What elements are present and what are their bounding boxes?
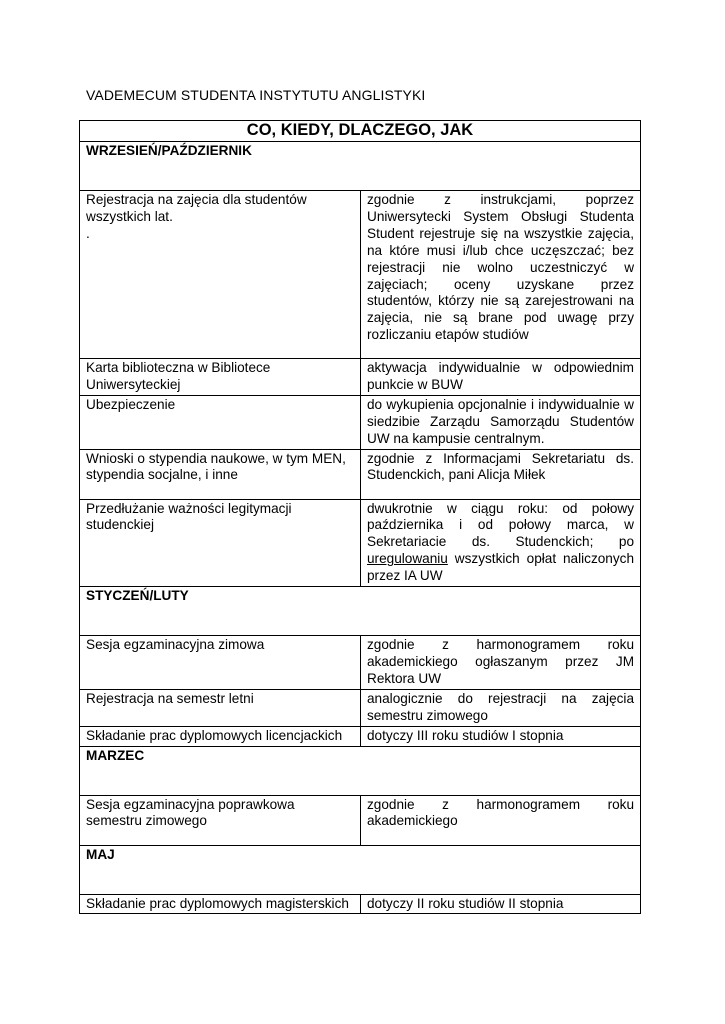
row-description-post: wszystkich opłat naliczonych przez IA UW	[367, 551, 635, 584]
row-label: Ubezpieczenie	[80, 395, 361, 449]
table-row	[80, 449, 641, 499]
row-description-pre: dwukrotnie w ciągu roku: od połowy października i od połowy marca, w Sekretariacie ds. Studenckich; po	[367, 500, 635, 550]
schedule-table	[79, 120, 641, 914]
row-description: dotyczy II roku studiów II stopnia	[361, 894, 641, 914]
table-row	[80, 795, 641, 845]
table-row	[80, 395, 641, 449]
row-description: zgodnie z harmonogramem roku akademickiego ogłaszanym przez JM Rektora UW	[361, 636, 641, 690]
section-title-styczen-luty: STYCZEŃ/LUTY	[80, 587, 641, 636]
underlined-word: uregulowaniu	[367, 551, 448, 567]
row-description: zgodnie z instrukcjami, poprzez Uniwersytecki System Obsługi Studenta Student rejestruje się na wszystkie zajęcia, na które musi i/lub chce uczęszczać; bez rejestracji nie wolno uczestniczyć w zajęciach; oceny uzyskane przez studentów, którzy nie są zarejestrowani na zajęcia, nie są brane pod uwagę przy rozliczaniu etapów studiów	[361, 191, 641, 359]
row-label: Składanie prac dyplomowych magisterskich	[80, 894, 361, 914]
table-row	[80, 894, 641, 914]
table-row	[80, 689, 641, 726]
section-row	[80, 142, 641, 191]
row-label: Rejestracja na semestr letni	[80, 689, 361, 726]
table-row	[80, 359, 641, 396]
table-row	[80, 636, 641, 690]
row-description: do wykupienia opcjonalnie i indywidualnie w siedzibie Zarządu Samorządu Studentów UW na kampusie centralnym.	[361, 395, 641, 449]
row-label	[80, 191, 361, 359]
document-header: VADEMECUM STUDENTA INSTYTUTU ANGLISTYKI	[86, 87, 426, 103]
row-description: dotyczy III roku studiów I stopnia	[361, 726, 641, 746]
section-title-maj: MAJ	[80, 845, 641, 894]
row-label: Składanie prac dyplomowych licencjackich	[80, 726, 361, 746]
table-row	[80, 726, 641, 746]
row-description: zgodnie z Informacjami Sekretariatu ds. Studenckich, pani Alicja Miłek	[361, 449, 641, 499]
row-label: Karta biblioteczna w Bibliotece Uniwersyteckiej	[80, 359, 361, 396]
row-label: Sesja egzaminacyjna zimowa	[80, 636, 361, 690]
row-label: Sesja egzaminacyjna poprawkowa semestru zimowego	[80, 795, 361, 845]
row-description	[361, 499, 641, 587]
row-description: zgodnie z harmonogramem roku akademickiego	[361, 795, 641, 845]
table-row	[80, 191, 641, 359]
row-label-text: Rejestracja na zajęcia dla studentów wszystkich lat.	[86, 192, 307, 224]
table-title: CO, KIEDY, DLACZEGO, JAK	[80, 121, 641, 142]
section-row	[80, 845, 641, 894]
row-description: analogicznie do rejestracji na zajęcia semestru zimowego	[361, 689, 641, 726]
table-title-row	[80, 121, 641, 142]
section-title-wrzesien-pazdziernik: WRZESIEŃ/PAŹDZIERNIK	[80, 142, 641, 191]
section-title-marzec: MARZEC	[80, 746, 641, 795]
row-label: Wnioski o stypendia naukowe, w tym MEN, stypendia socjalne, i inne	[80, 449, 361, 499]
section-row	[80, 587, 641, 636]
section-row	[80, 746, 641, 795]
row-description: aktywacja indywidualnie w odpowiednim punkcie w BUW	[361, 359, 641, 396]
row-label: Przedłużanie ważności legitymacji studenckiej	[80, 499, 361, 587]
table-row	[80, 499, 641, 587]
row-label-extra: .	[86, 225, 90, 241]
